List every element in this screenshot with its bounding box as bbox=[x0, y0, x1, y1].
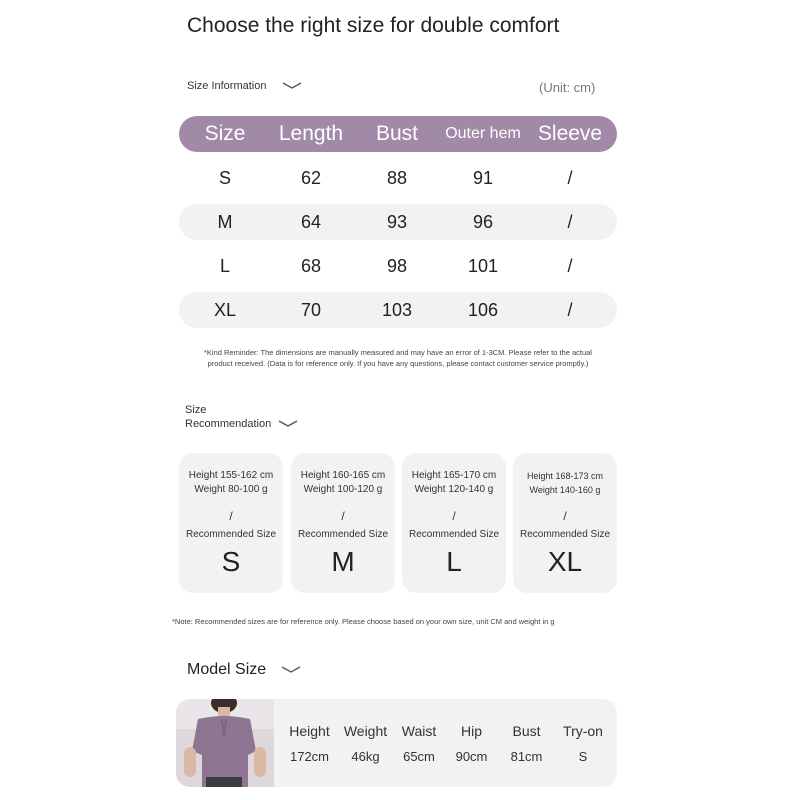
card-size: L bbox=[446, 546, 462, 577]
cell-bust: 103 bbox=[381, 299, 413, 320]
cell-length: 68 bbox=[300, 255, 322, 276]
chevron-down-icon bbox=[281, 665, 301, 675]
recommendation-card-l bbox=[402, 453, 506, 593]
recommendation-card-xl bbox=[513, 453, 617, 593]
model-value-hip: 90cm bbox=[455, 748, 488, 764]
cell-length: 70 bbox=[300, 299, 322, 320]
cell-size: L bbox=[219, 255, 230, 276]
size-information-heading[interactable] bbox=[187, 80, 302, 92]
card-weight-range: Weight 120-140 g bbox=[414, 484, 494, 495]
card-height-range: Height 160-165 cm bbox=[300, 470, 386, 481]
model-value-try-on: S bbox=[578, 748, 588, 764]
kind-reminder-line-2: product received. (Data is for reference only. If you have any questions, please contact customer service promptly.) bbox=[207, 359, 589, 368]
card-recommended-label: Recommended Size bbox=[297, 529, 389, 540]
header-sleeve: Sleeve bbox=[537, 122, 603, 145]
card-recommended-label: Recommended Size bbox=[519, 529, 611, 540]
cell-outer-hem: 96 bbox=[472, 211, 494, 232]
model-size-label: Model Size bbox=[187, 661, 267, 678]
cell-outer-hem: 101 bbox=[467, 255, 499, 276]
header-size: Size bbox=[204, 122, 246, 145]
recommendation-card-s bbox=[179, 453, 283, 593]
model-photo bbox=[176, 699, 274, 787]
cell-size: S bbox=[218, 167, 231, 188]
header-bust: Bust bbox=[375, 122, 419, 145]
card-weight-range: Weight 100-120 g bbox=[303, 484, 383, 495]
cell-sleeve: / bbox=[567, 211, 573, 232]
cell-outer-hem: 106 bbox=[467, 299, 499, 320]
cell-sleeve: / bbox=[567, 167, 573, 188]
cell-bust: 98 bbox=[386, 255, 408, 276]
chevron-down-icon bbox=[282, 81, 302, 91]
card-recommended-label: Recommended Size bbox=[408, 529, 500, 540]
model-value-waist: 65cm bbox=[403, 748, 435, 764]
card-recommended-label: Recommended Size bbox=[185, 529, 277, 540]
model-header-try-on: Try-on bbox=[563, 722, 603, 739]
cell-sleeve: / bbox=[567, 299, 573, 320]
header-length: Length bbox=[278, 122, 344, 145]
kind-reminder-line-1: *Kind Reminder: The dimensions are manually measured and may have an error of 1-3CM. Please refer to the actual bbox=[204, 348, 592, 357]
size-recommendation-label-1: Size bbox=[185, 404, 207, 416]
cell-bust: 88 bbox=[386, 167, 408, 188]
cell-size: XL bbox=[213, 299, 237, 320]
card-height-range: Height 165-170 cm bbox=[411, 470, 497, 481]
cell-length: 62 bbox=[300, 167, 322, 188]
table-row bbox=[179, 204, 617, 240]
unit-label: (Unit: cm) bbox=[539, 80, 596, 95]
table-row bbox=[179, 248, 617, 284]
size-recommendation-label-2: Recommendation bbox=[185, 418, 272, 430]
chevron-down-icon bbox=[278, 419, 298, 429]
card-height-range: Height 168-173 cm bbox=[526, 471, 604, 481]
cell-bust: 93 bbox=[386, 211, 408, 232]
card-separator: / bbox=[452, 509, 456, 523]
model-measurements bbox=[282, 699, 612, 787]
model-header-weight: Weight bbox=[343, 722, 388, 739]
card-separator: / bbox=[563, 509, 567, 523]
card-size: XL bbox=[547, 546, 583, 577]
cell-size: M bbox=[217, 211, 233, 232]
model-size-panel bbox=[176, 699, 617, 787]
table-row bbox=[179, 292, 617, 328]
card-size: S bbox=[221, 546, 241, 577]
card-weight-range: Weight 140-160 g bbox=[529, 485, 601, 495]
model-header-waist: Waist bbox=[401, 722, 437, 739]
header-outer-hem: Outer hem bbox=[445, 125, 521, 142]
model-value-height: 172cm bbox=[289, 748, 330, 764]
model-figure-image bbox=[176, 699, 274, 787]
cell-length: 64 bbox=[300, 211, 322, 232]
cell-sleeve: / bbox=[567, 255, 573, 276]
card-size: M bbox=[331, 546, 355, 577]
model-header-hip: Hip bbox=[460, 722, 482, 739]
page-title: Choose the right size for double comfort bbox=[187, 14, 560, 37]
card-separator: / bbox=[229, 509, 233, 523]
card-separator: / bbox=[341, 509, 345, 523]
size-information-label: Size Information bbox=[187, 80, 267, 92]
card-height-range: Height 155-162 cm bbox=[188, 470, 274, 481]
size-table bbox=[179, 116, 617, 336]
card-weight-range: Weight 80-100 g bbox=[194, 484, 268, 495]
size-recommendation-heading[interactable] bbox=[185, 403, 298, 431]
model-size-heading[interactable] bbox=[187, 661, 301, 679]
kind-reminder bbox=[160, 347, 636, 369]
cell-outer-hem: 91 bbox=[472, 167, 494, 188]
model-header-bust: Bust bbox=[512, 722, 541, 739]
model-value-weight: 46kg bbox=[351, 748, 380, 764]
model-header-height: Height bbox=[289, 722, 330, 739]
table-row bbox=[179, 160, 617, 196]
recommendation-note: *Note: Recommended sizes are for reference only. Please choose based on your own size, unit CM and weight in g bbox=[172, 617, 555, 626]
recommendation-card-m bbox=[291, 453, 395, 593]
model-value-bust: 81cm bbox=[510, 748, 543, 764]
table-header-row bbox=[179, 116, 617, 152]
